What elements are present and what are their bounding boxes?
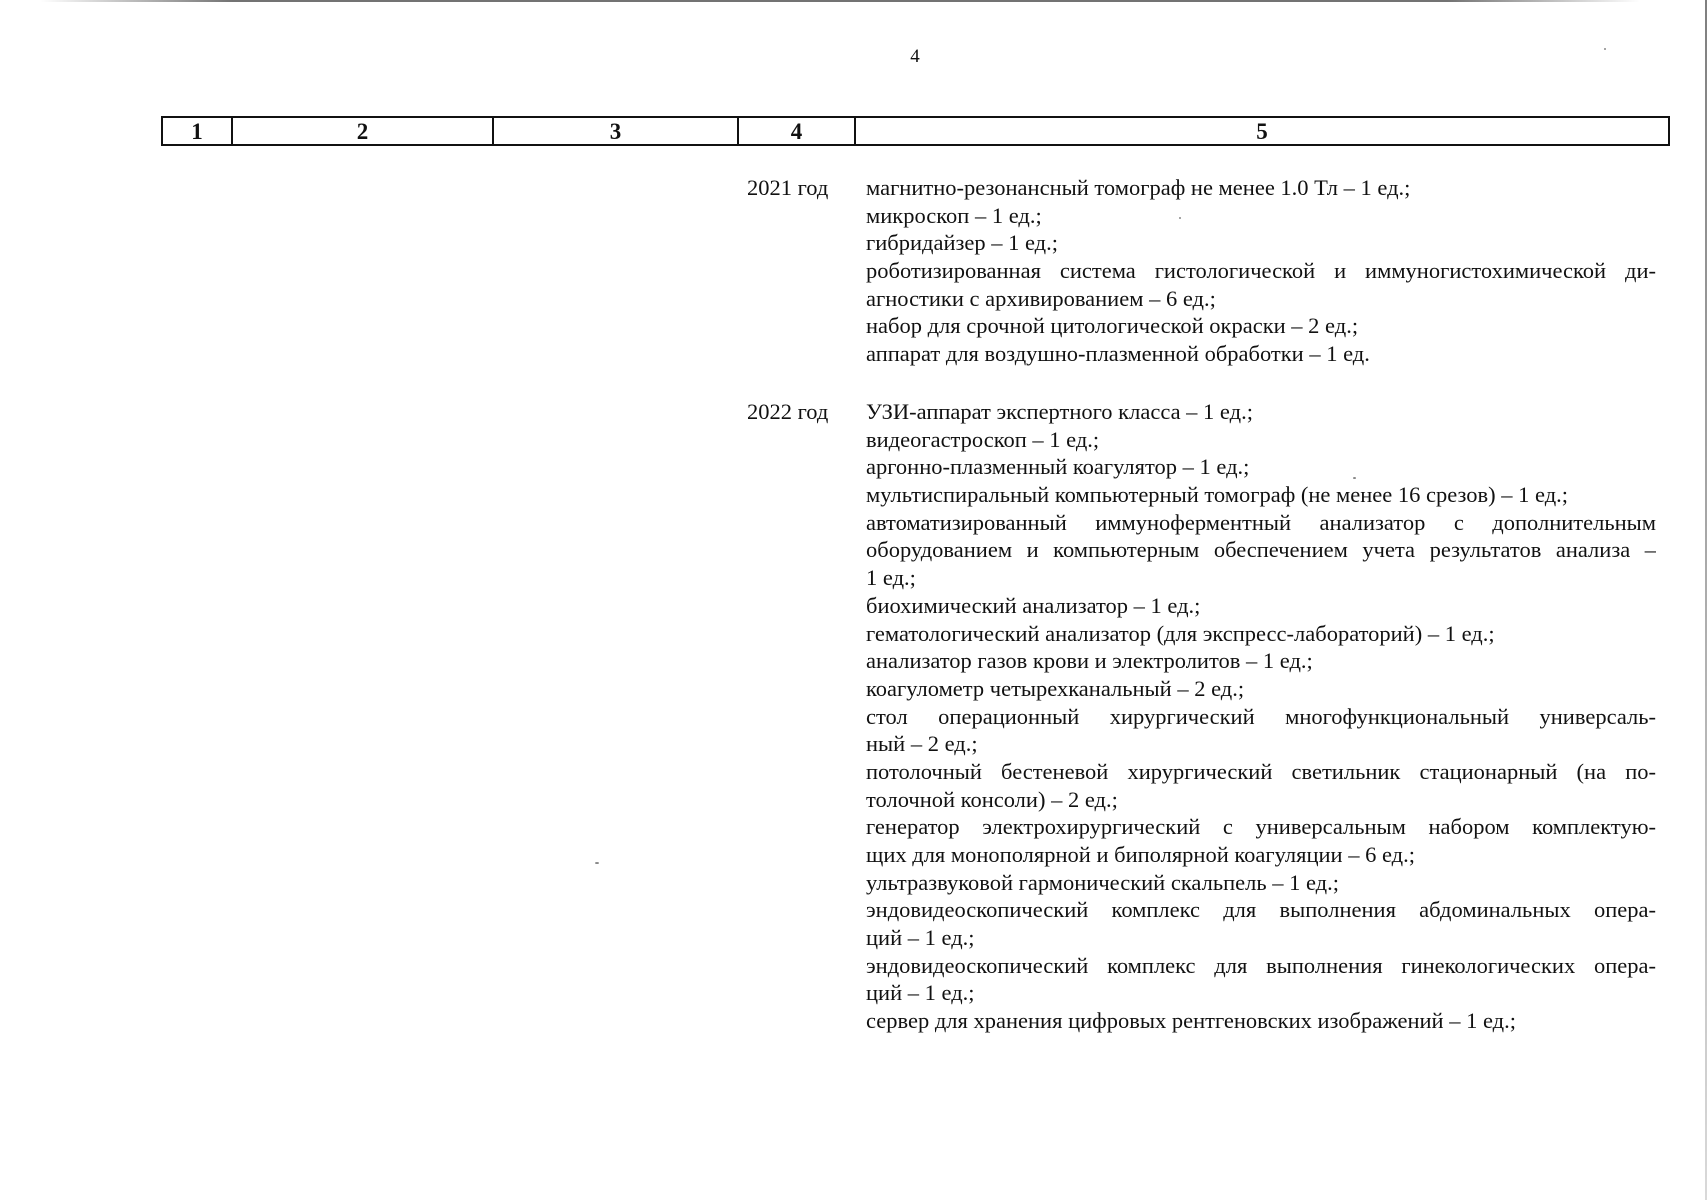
equipment-line: коагулометр четырехканальный – 2 ед.; [866,675,1245,701]
scan-edge-top [40,0,1640,2]
section-year: 2022 год [747,399,829,424]
equipment-line: ный – 2 ед.; [866,731,978,757]
equipment-line: агностики с архивированием – 6 ед.; [866,285,1216,311]
column-header-5: 5 [1256,118,1268,144]
equipment-line: ультразвуковой гармонический скальпель – 1 ед.; [866,869,1339,895]
equipment-line: гематологический анализатор (для экспресс-лабораторий) – 1 ед.; [866,620,1495,646]
equipment-line: эндовидеоскопический комплекс для выполнения гинекологических опера- [866,952,1656,978]
equipment-line: толочной консоли) – 2 ед.; [866,786,1118,812]
scan-speck [1604,48,1606,50]
scan-speck [1179,217,1181,219]
equipment-line: эндовидеоскопический комплекс для выполнения абдоминальных опера- [866,897,1656,923]
equipment-line: магнитно-резонансный томограф не менее 1.0 Тл – 1 ед.; [866,175,1411,200]
equipment-line: щих для монополярной и биполярной коагуляции – 6 ед.; [866,842,1415,867]
equipment-line: потолочный бестеневой хирургический светильник стационарный (на по- [866,758,1656,784]
equipment-line: УЗИ-аппарат экспертного класса – 1 ед.; [866,399,1253,424]
scan-speck [595,862,599,864]
equipment-line: ций – 1 ед.; [866,925,975,951]
equipment-line: набор для срочной цитологической окраски – 2 ед.; [866,313,1359,339]
equipment-list [866,398,1656,1035]
equipment-line: стол операционный хирургический многофункциональный универсаль- [866,703,1656,729]
column-header-1: 1 [163,118,233,144]
column-header-2: 2 [233,118,494,144]
equipment-line: ций – 1 ед.; [866,980,975,1006]
equipment-line: аргонно-плазменный коагулятор – 1 ед.; [866,454,1250,480]
equipment-line: оборудованием и компьютерным обеспечением учета результатов анализа – [866,537,1656,563]
equipment-line: видеогастроскоп – 1 ед.; [866,426,1100,452]
page-number: 4 [910,46,920,67]
column-header-4: 4 [739,118,856,144]
section-year: 2021 год [747,175,829,200]
equipment-line: генератор электрохирургический с универсальным набором комплектую- [866,814,1656,840]
column-header-3: 3 [494,118,739,144]
column-number-header [161,116,1670,146]
equipment-line: анализатор газов крови и электролитов – 1 ед.; [866,648,1313,674]
scan-speck [1353,477,1356,479]
equipment-line: 1 ед.; [866,565,916,591]
equipment-line: роботизированная система гистологической и иммуногистохимической ди- [866,258,1656,284]
equipment-line: сервер для хранения цифровых рентгеновских изображений – 1 ед.; [866,1008,1516,1034]
equipment-line: биохимический анализатор – 1 ед.; [866,592,1201,618]
equipment-list [866,174,1656,368]
equipment-line: аппарат для воздушно-плазменной обработки – 1 ед. [866,341,1370,367]
equipment-line: гибридайзер – 1 ед.; [866,230,1058,256]
equipment-line: автоматизированный иммуноферментный анализатор с дополнительным [866,509,1656,535]
equipment-line: микроскоп – 1 ед.; [866,202,1042,228]
equipment-line: мультиспиральный компьютерный томограф (не менее 16 срезов) – 1 ед.; [866,482,1569,508]
